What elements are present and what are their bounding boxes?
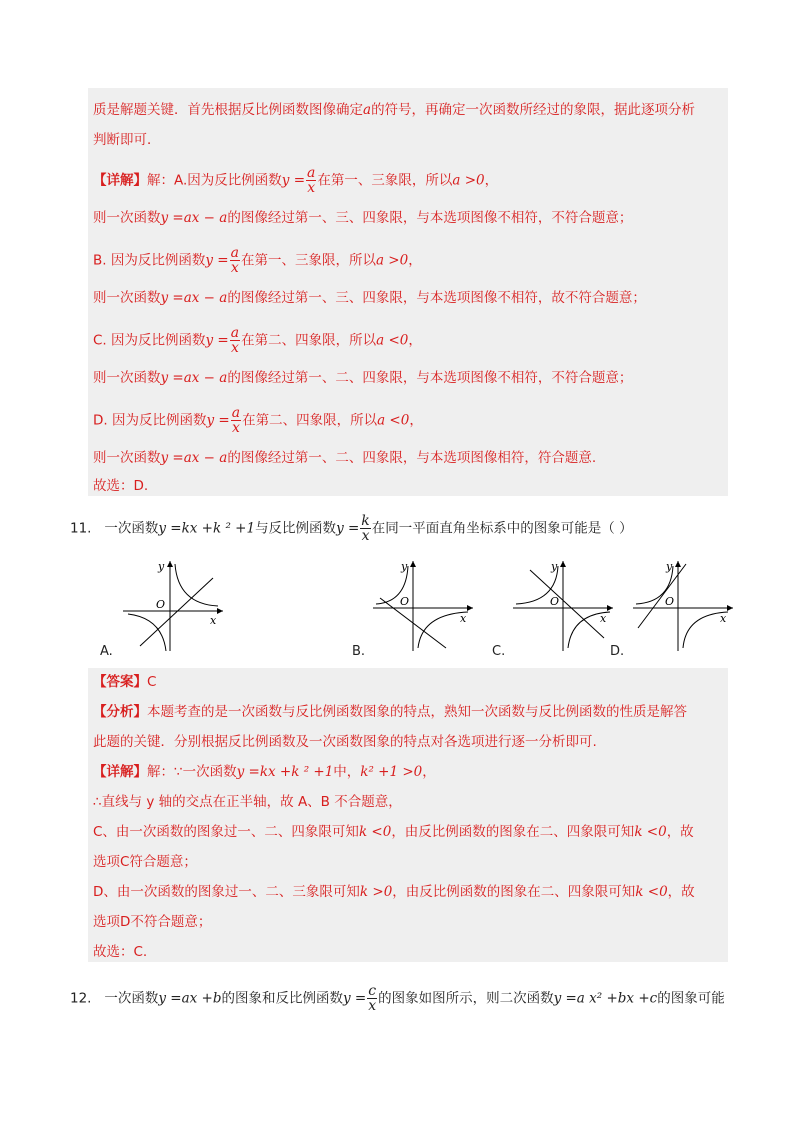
axis-y-label: y [401, 560, 408, 573]
axis-x-label: x [460, 612, 467, 625]
detail-tag: 【详解】 [93, 172, 147, 189]
detail-line-2: ∴直线与 y 轴的交点在正半轴，故 A、B 不合题意， [93, 794, 402, 810]
graph-option-c [508, 556, 618, 656]
detail-line-5: D、由一次函数的图象过一、二、三象限可知k >0，由反比例函数的图象在二、四象限可知k <0，故 [93, 884, 695, 900]
detail-a-line: 【详解】解：A.因为反比例函数y = $\frac{a}{x}$ 在第一、三象限，所以a >0， [93, 165, 499, 196]
question-11-stem: 11. 一次函数y =kx +k ² +1与反比例函数y = $\frac{k}{x}$ 在同一平面直角坐标系中的图象可能是（ ） [70, 513, 633, 544]
analysis-line-1: 【分析】本题考查的是一次函数与反比例函数图象的特点，熟知一次函数与反比例函数的性质是解答 [93, 704, 687, 720]
option-c-label: C. [492, 644, 506, 659]
analysis-line-2: 此题的关键．分别根据反比例函数及一次函数图象的特点对各选项进行逐一分析即可. [93, 734, 597, 750]
axis-y-label: y [158, 560, 165, 573]
origin-label: O [400, 595, 410, 608]
explanation-line-1: 质是解题关键．首先根据反比例函数图像确定a的符号，再确定一次函数所经过的象限，据此逐项分析 [93, 102, 696, 118]
line-d-linear: 则一次函数y =ax − a的图像经过第一、二、四象限，与本选项图像相符，符合题意. [93, 450, 597, 466]
fraction-c-over-x: $\frac{c}{x}$ [368, 983, 377, 1014]
fraction-k-over-x: $\frac{k}{x}$ [361, 513, 370, 544]
graph-option-d [628, 556, 738, 656]
choice-line: 故选：C. [93, 944, 148, 960]
fraction-a-over-x: $\frac{a}{x}$ [231, 405, 241, 436]
answer-value: C [147, 674, 157, 690]
line-a-linear: 则一次函数y =ax − a的图像经过第一、三、四象限，与本选项图像不相符，不符合题意； [93, 210, 633, 226]
option-b-label: B. [352, 644, 366, 659]
detail-line-4: 选项C符合题意； [93, 854, 197, 870]
detail-line-3: C、由一次函数的图象过一、二、四象限可知k <0，由反比例函数的图象在二、四象限可知k <0，故 [93, 824, 694, 840]
axis-x-label: x [720, 612, 727, 625]
axis-x-label: x [210, 614, 217, 627]
detail-b-line: B. 因为反比例函数y = $\frac{a}{x}$ 在第一、三象限，所以a >0， [93, 245, 422, 276]
choice-line: 故选：D. [93, 478, 149, 494]
graph-option-a [118, 556, 228, 656]
fraction-a-over-x: $\frac{a}{x}$ [230, 245, 239, 276]
answer-tag: 【答案】 [93, 674, 147, 690]
question-number: 11. [70, 520, 92, 537]
analysis-tag: 【分析】 [93, 704, 147, 720]
graph-option-b [368, 556, 478, 656]
question-number: 12. [70, 990, 92, 1007]
axis-y-label: y [551, 560, 558, 573]
detail-line-6: 选项D不符合题意； [93, 914, 212, 930]
option-a-label: A. [100, 644, 113, 659]
detail-d-line: D. 因为反比例函数y = $\frac{a}{x}$ 在第二、四象限，所以a <0， [93, 405, 423, 436]
detail-line-1: 【详解】解：∵一次函数y =kx +k ² +1中，k² +1 >0， [93, 764, 436, 780]
answer-line [93, 672, 156, 692]
option-d-label: D. [610, 644, 625, 659]
fraction-a-over-x: $\frac{a}{x}$ [307, 165, 316, 196]
fraction-a-over-x: $\frac{a}{x}$ [230, 325, 240, 356]
axis-y-label: y [666, 560, 673, 573]
origin-label: O [665, 595, 675, 608]
detail-tag: 【详解】 [93, 764, 147, 780]
explanation-line-2: 判断即可． [93, 132, 161, 148]
origin-label: O [156, 598, 166, 611]
question-12-stem: 12. 一次函数y =ax +b的图象和反比例函数y = $\frac{c}{x}$ 的图象如图所示，则二次函数y =a x² +bx +c的图象可能 [70, 983, 725, 1014]
axis-x-label: x [600, 612, 607, 625]
line-c-linear: 则一次函数y =ax − a的图像经过第一、二、四象限，与本选项图像不相符，不符合题意； [93, 370, 633, 386]
origin-label: O [550, 595, 560, 608]
line-b-linear: 则一次函数y =ax − a的图像经过第一、三、四象限，与本选项图像不相符，故不符合题意； [93, 290, 646, 306]
detail-c-line: C. 因为反比例函数y = $\frac{a}{x}$ 在第二、四象限，所以a <0， [93, 325, 422, 356]
